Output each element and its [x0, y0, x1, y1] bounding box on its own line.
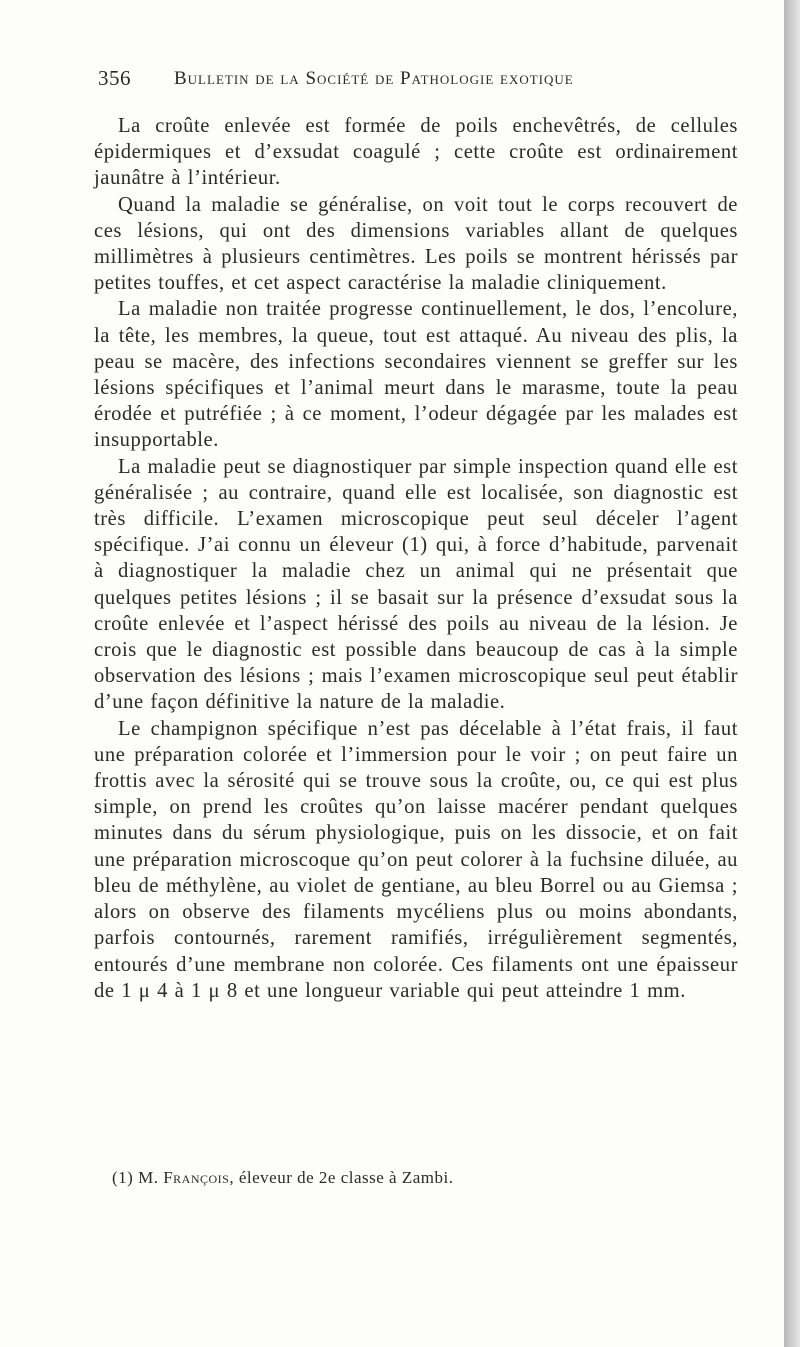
paragraph-generalised: Quand la maladie se généralise, on voit tout le corps recouvert de ces lésions, qui ont des dimensions variables allant de quelques millimètres à plusieurs centimètres. Les poils se montrent hérissés par petites touffes, et cet aspect caractérise la maladie cliniquement. [94, 193, 738, 295]
footnote [112, 1168, 712, 1188]
paragraph-progression: La maladie non traitée progresse continuellement, le dos, l’encolure, la tête, les membres, la queue, tout est attaqué. Au niveau des plis, la peau se macère, des infections secondaires viennent se greffer sur les lésions spécifiques et l’animal meurt dans le marasme, toute la peau érodée et putréfiée ; à ce moment, l’odeur dégagée par les malades est insupportable. [94, 298, 738, 452]
paragraph-diagnosis: La maladie peut se diagnostiquer par simple inspection quand elle est généralisée ; au contraire, quand elle est localisée, son diagnostic est très difficile. L’examen microscopique peut seul déceler l’agent spécifique. J’ai connu un éleveur (1) qui, à force d’habitude, parvenait à diagnostiquer la maladie chez un animal qui ne présentait que quelques petites lésions ; il se basait sur la présence d’exsudat sous la croûte enlevée et l’aspect hérissé des poils au niveau de la lésion. Je crois que le diagnostic est possible dans beaucoup de cas à la simple observation des lésions ; mais l’examen microscopique seul peut établir d’une façon définitive la nature de la maladie. [94, 455, 738, 714]
paragraph-fungus: Le champignon spécifique n’est pas décelable à l’état frais, il faut une préparation colorée et l’immersion pour le voir ; on peut faire un frottis avec la sérosité qui se trouve sous la croûte, ou, ce qui est plus simple, on prend les croûtes qu’on laisse macérer pendant quelques minutes dans du sérum physiologique, puis on les dissocie, et on fait une préparation microscoque qu’on peut colorer à la fuchsine diluée, au bleu de méthylène, au violet de gentiane, au bleu Borrel ou au Giemsa ; alors on observe des filaments mycéliens plus ou moins abondants, parfois contournés, rarement ramifiés, irrégulièrement segmentés, entourés d’une membrane non colorée. Ces filaments ont une épaisseur de 1 μ 4 à 1 μ 8 et une longueur variable qui peut atteindre 1 mm. [94, 717, 738, 1002]
footnote-text: éleveur de 2e classe à Zambi. [238, 1168, 454, 1187]
paragraph-crust: La croûte enlevée est formée de poils enchevêtrés, de cellules épidermiques et d’exsudat coagulé ; cette croûte est ordinairement jaunâtre à l’intérieur. [94, 115, 738, 190]
running-title: Bulletin de la Société de Pathologie exotique [174, 68, 574, 89]
footnote-name: François, [163, 1168, 235, 1187]
scan-edge [784, 0, 800, 1347]
footnote-marker: (1) M. [112, 1168, 159, 1187]
page-number: 356 [98, 66, 131, 90]
page-header [98, 66, 658, 96]
body-text [94, 113, 738, 1004]
